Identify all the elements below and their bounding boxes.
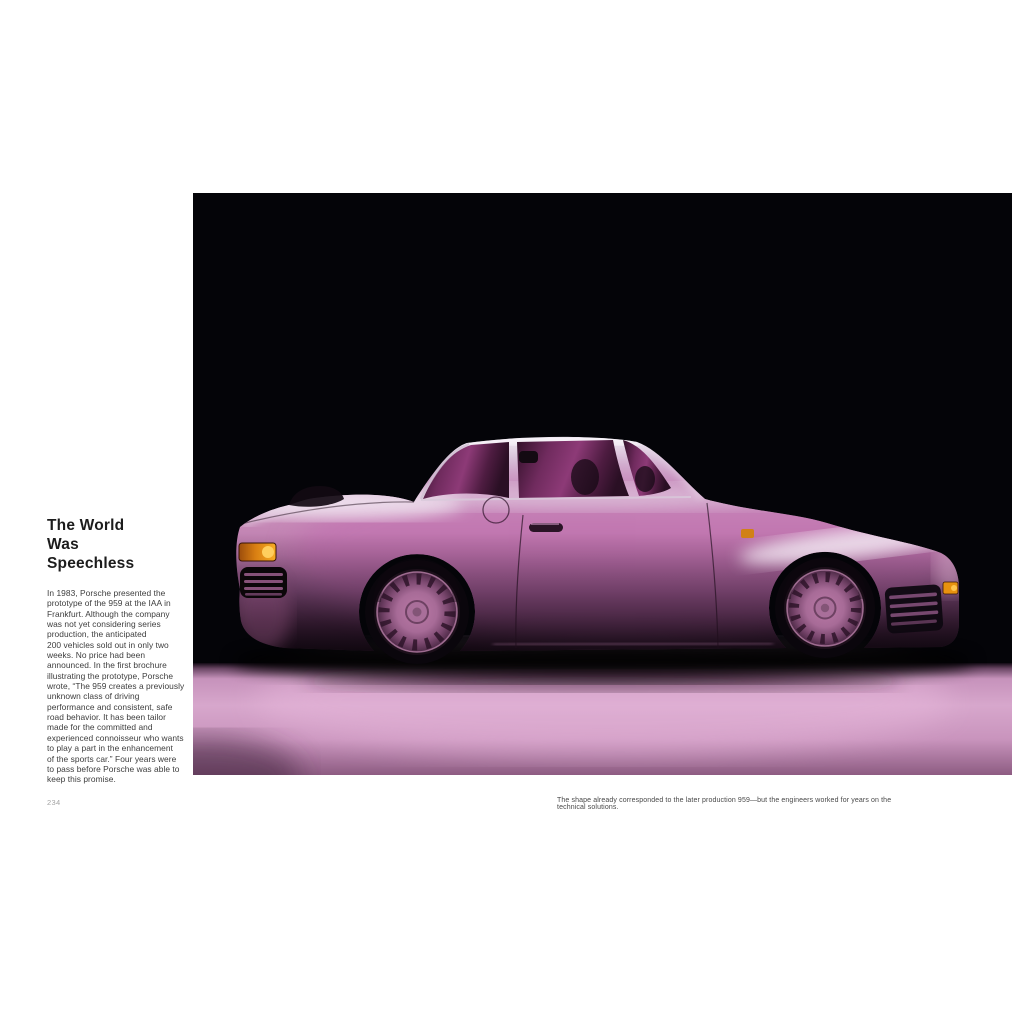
body-line: weeks. No price had been [47,650,146,661]
front-grille [240,567,287,598]
rear-wheel [786,561,865,647]
rear-side-marker [741,529,754,538]
photo-caption: The shape already corresponded to the later production 959—but the engineers worked for years on the technical solutions. [557,797,892,811]
body-line: 200 vehicles sold out in only two [47,639,169,650]
body-line: performance and consistent, safe [47,701,173,712]
door-handle [529,523,563,532]
front-indicator-lamp [239,543,276,561]
body-line: to pass before Porsche was able to [47,763,180,774]
page-title-line: Was [47,536,79,553]
porsche-959-photo [193,193,1012,775]
body-line: illustrating the prototype, Porsche [47,670,174,681]
body-line: unknown class of driving [47,691,140,702]
page-title-line: Speechless [47,555,135,572]
headrest-silhouette [635,466,655,492]
body-line: keep this promise. [47,774,116,785]
body-line: wrote, “The 959 creates a previously [47,681,185,692]
page-number: 234 [47,798,61,807]
rear-vent [884,584,943,634]
body-line: Frankfurt. Although the company [47,608,170,619]
rear-marker-lamp [943,582,958,594]
seat-silhouette [571,459,599,495]
front-wheel [376,562,459,654]
body-line: In 1983, Porsche presented the [47,588,166,598]
body-line: production, the anticipated [47,629,147,640]
body-line: road behavior. It has been tailor [47,712,166,723]
body-line: of the sports car.” Four years were [47,753,177,764]
side-mirror [519,451,538,463]
body-line: prototype of the 959 at the IAA in [47,598,171,609]
body-line: made for the committed and [47,722,153,733]
body-line: experienced connoisseur who wants [47,732,184,743]
car-floor-reflection [303,671,903,691]
body-paragraph [47,588,185,785]
page-title [47,516,197,573]
body-line: was not yet considering series [47,619,161,630]
page-title-line: The World [47,517,125,534]
body-line: announced. In the first brochure [47,660,167,671]
body-line: to play a part in the enhancement [47,743,173,754]
